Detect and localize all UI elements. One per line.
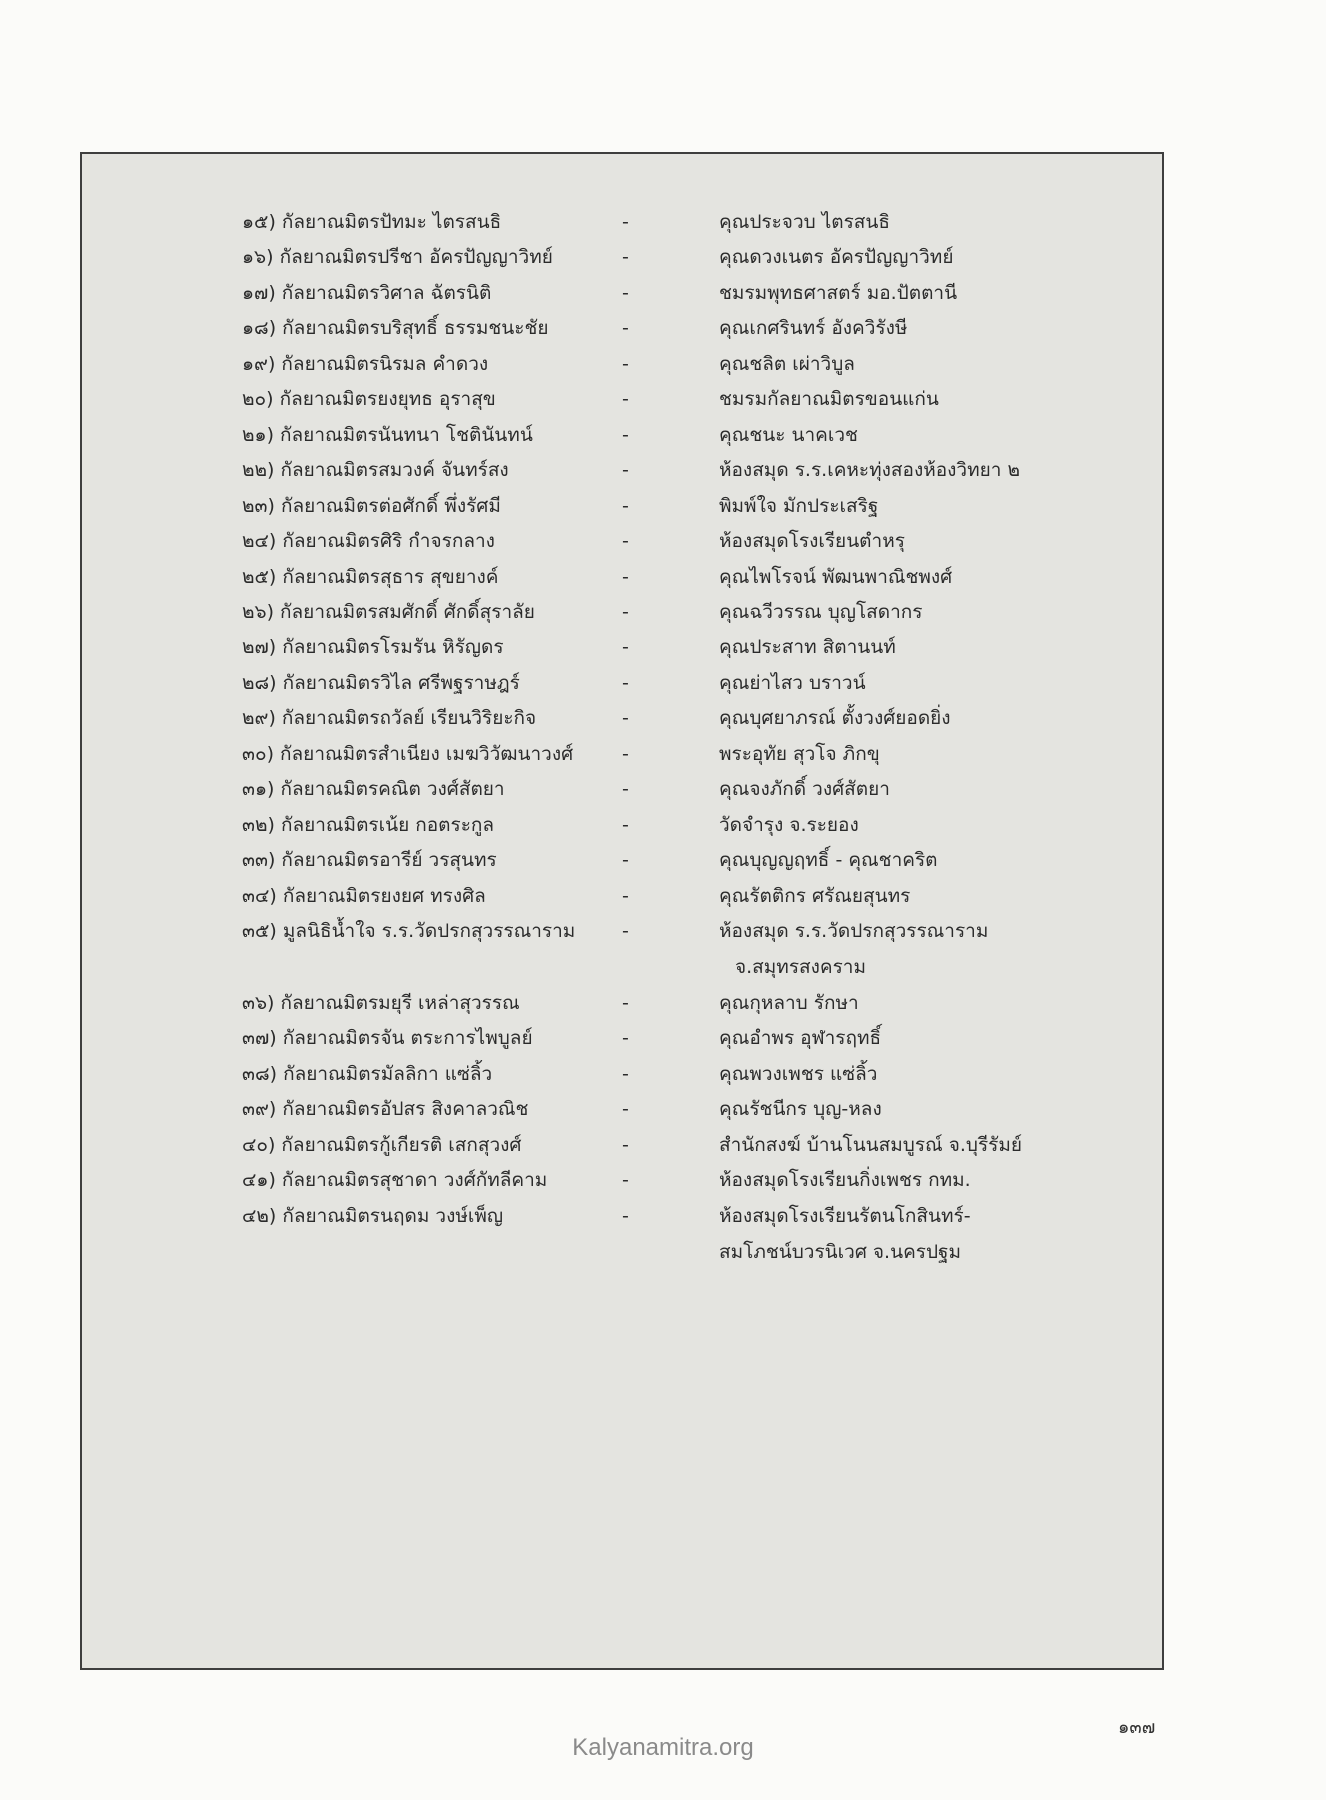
separator-dash: - xyxy=(622,920,629,942)
recipient-name: ห้องสมุดโรงเรียนรัตนโกสินทร์- xyxy=(719,1204,971,1227)
donor-name: ๒๖) กัลยาณมิตรสมศักดิ์ ศักดิ์สุราลัย xyxy=(242,600,535,623)
donor-name: ๒๗) กัลยาณมิตรโรมรัน หิรัญดร xyxy=(242,636,504,659)
list-item xyxy=(82,592,1162,632)
recipient-name: พิมพ์ใจ มักประเสริฐ xyxy=(719,494,879,517)
continuation-line: จ.สมุทรสงคราม xyxy=(735,956,867,978)
recipient-name: คุณชนะ นาคเวช xyxy=(719,423,858,446)
donor-name: ๒๔) กัลยาณมิตรศิริ กำจรกลาง xyxy=(242,530,495,553)
donor-name: ๔๐) กัลยาณมิตรกู้เกียรติ เสกสุวงศ์ xyxy=(242,1133,522,1156)
donor-name: ๑๖) กัลยาณมิตรปรีชา อัครปัญญาวิทย์ xyxy=(242,246,553,269)
separator-dash: - xyxy=(622,884,629,907)
donor-name: ๓๑) กัลยาณมิตรคณิต วงศ์สัตยา xyxy=(242,778,505,801)
recipient-name: คุณรัตติกร ศรัณยสุนทร xyxy=(719,884,911,907)
donor-name: ๓๗) กัลยาณมิตรจัน ตระการไพบูลย์ xyxy=(242,1027,533,1050)
recipient-name: คุณพวงเพชร แซ่ลิ้ว xyxy=(719,1062,878,1085)
recipient-name: ห้องสมุดโรงเรียนตำหรุ xyxy=(719,530,905,553)
separator-dash: - xyxy=(622,1027,629,1050)
list-item xyxy=(82,840,1162,880)
donor-name: ๒๒) กัลยาณมิตรสมวงค์ จันทร์สง xyxy=(242,459,509,482)
separator-dash: - xyxy=(622,246,629,269)
recipient-name: ห้องสมุด ร.ร.วัดปรกสุวรรณาราม xyxy=(719,920,989,942)
donor-name: ๑๗) กัลยาณมิตรวิศาล ฉัตรนิติ xyxy=(242,281,492,304)
recipient-name: สำนักสงฆ์ บ้านโนนสมบูรณ์ จ.บุรีรัมย์ xyxy=(719,1133,1023,1156)
separator-dash: - xyxy=(622,317,629,340)
list-item xyxy=(82,379,1162,419)
donor-name: ๒๓) กัลยาณมิตรต่อศักดิ์ พึ่งรัศมี xyxy=(242,494,501,517)
donor-name: ๓๔) กัลยาณมิตรยงยศ ทรงศิล xyxy=(242,884,486,907)
separator-dash: - xyxy=(622,600,629,623)
donor-name: ๒๙) กัลยาณมิตรถวัลย์ เรียนวิริยะกิจ xyxy=(242,707,537,730)
list-item xyxy=(82,1089,1162,1129)
list-item xyxy=(82,237,1162,277)
recipient-name: คุณประสาท สิตานนท์ xyxy=(719,636,896,659)
list-item xyxy=(82,557,1162,597)
separator-dash: - xyxy=(622,494,629,517)
donor-name: ๓๘) กัลยาณมิตรมัลลิกา แซ่ลิ้ว xyxy=(242,1062,493,1085)
recipient-name: คุณชลิต เผ่าวิบูล xyxy=(719,352,855,375)
list-item xyxy=(82,627,1162,667)
recipient-name: คุณเกศรินทร์ อังควิรังษี xyxy=(719,317,908,340)
donor-name: ๓๖) กัลยาณมิตรมยุรี เหล่าสุวรรณ xyxy=(242,992,520,1014)
donor-name: ๒๐) กัลยาณมิตรยงยุทธ อุราสุข xyxy=(242,388,496,411)
recipient-name: คุณประจวบ ไตรสนธิ xyxy=(719,211,890,233)
separator-dash: - xyxy=(622,636,629,659)
separator-dash: - xyxy=(622,1062,629,1085)
recipient-name: วัดจำรุง จ.ระยอง xyxy=(719,813,859,836)
content-panel xyxy=(80,152,1164,1670)
list-item xyxy=(82,663,1162,703)
separator-dash: - xyxy=(622,707,629,730)
donor-name: ๑๕) กัลยาณมิตรปัทมะ ไตรสนธิ xyxy=(242,211,502,233)
recipient-name: ชมรมพุทธศาสตร์ มอ.ปัตตานี xyxy=(719,281,958,304)
donor-name: ๒๑) กัลยาณมิตรนันทนา โชตินันทน์ xyxy=(242,423,533,446)
separator-dash: - xyxy=(622,565,629,588)
continuation-line: สมโภชน์บวรนิเวศ จ.นครปฐม xyxy=(719,1240,962,1263)
donor-name: ๒๘) กัลยาณมิตรวิไล ศรีพฐราษฎร์ xyxy=(242,671,520,694)
list-item xyxy=(82,486,1162,526)
donor-name: ๑๘) กัลยาณมิตรบริสุทธิ์ ธรรมชนะชัย xyxy=(242,317,549,340)
donor-name: ๓๕) มูลนิธิน้ำใจ ร.ร.วัดปรกสุวรรณาราม xyxy=(242,920,576,942)
donor-name: ๑๙) กัลยาณมิตรนิรมล คำดวง xyxy=(242,352,489,375)
list-item xyxy=(82,273,1162,313)
donor-name: ๓๐) กัลยาณมิตรสำเนียง เมฆวิวัฒนาวงศ์ xyxy=(242,742,574,765)
separator-dash: - xyxy=(622,211,629,233)
list-item xyxy=(82,911,1162,951)
list-item xyxy=(82,1196,1162,1236)
separator-dash: - xyxy=(622,388,629,411)
separator-dash: - xyxy=(622,1098,629,1121)
list-item xyxy=(82,1160,1162,1200)
recipient-name: คุณจงภักดิ์ วงศ์สัตยา xyxy=(719,778,890,801)
donor-name: ๔๒) กัลยาณมิตรนฤดม วงษ์เพ็ญ xyxy=(242,1204,504,1227)
watermark-text: Kalyanamitra.org xyxy=(572,1734,754,1761)
recipient-name: คุณกุหลาบ รักษา xyxy=(719,992,859,1014)
page-number: ๑๓๗ xyxy=(1118,1717,1156,1738)
recipient-name: ห้องสมุด ร.ร.เคหะทุ่งสองห้องวิทยา ๒ xyxy=(719,459,1020,482)
list-item xyxy=(82,344,1162,384)
list-item xyxy=(82,698,1162,738)
recipient-name: ชมรมกัลยาณมิตรขอนแก่น xyxy=(719,388,939,411)
recipient-name: คุณบุศยาภรณ์ ตั้งวงศ์ยอดยิ่ง xyxy=(719,707,951,730)
separator-dash: - xyxy=(622,992,629,1014)
list-item xyxy=(82,1125,1162,1165)
list-item xyxy=(82,983,1162,1023)
recipient-name: ห้องสมุดโรงเรียนกิ่งเพชร กทม. xyxy=(719,1169,971,1192)
separator-dash: - xyxy=(622,423,629,446)
separator-dash: - xyxy=(622,742,629,765)
list-item xyxy=(82,415,1162,455)
donor-name: ๔๑) กัลยาณมิตรสุชาดา วงศ์กัทลีคาม xyxy=(242,1169,548,1192)
separator-dash: - xyxy=(622,530,629,553)
separator-dash: - xyxy=(622,813,629,836)
list-item xyxy=(82,734,1162,774)
separator-dash: - xyxy=(622,281,629,304)
separator-dash: - xyxy=(622,1133,629,1156)
list-item xyxy=(82,876,1162,916)
list-item xyxy=(82,1054,1162,1094)
list-item xyxy=(82,1018,1162,1058)
recipient-name: พระอุทัย สุวโจ ภิกขุ xyxy=(719,742,880,765)
recipient-name: คุณไพโรจน์ พัฒนพาณิชพงศ์ xyxy=(719,565,953,588)
list-item xyxy=(82,308,1162,348)
recipient-name: คุณรัชนีกร บุญ-หลง xyxy=(719,1098,882,1121)
donor-name: ๓๙) กัลยาณมิตรอัปสร สิงคาลวณิช xyxy=(242,1098,529,1121)
separator-dash: - xyxy=(622,849,629,872)
separator-dash: - xyxy=(622,1169,629,1192)
separator-dash: - xyxy=(622,1204,629,1227)
list-item xyxy=(82,805,1162,845)
recipient-name: คุณฉวีวรรณ บุญโสดากร xyxy=(719,600,923,623)
donor-name: ๒๕) กัลยาณมิตรสุธาร สุขยางค์ xyxy=(242,565,499,588)
list-item xyxy=(82,450,1162,490)
separator-dash: - xyxy=(622,459,629,482)
separator-dash: - xyxy=(622,778,629,801)
donor-name: ๓๓) กัลยาณมิตรอารีย์ วรสุนทร xyxy=(242,849,497,872)
recipient-name: คุณอำพร อุฬารฤทธิ์ xyxy=(719,1027,882,1050)
separator-dash: - xyxy=(622,352,629,375)
list-item xyxy=(82,769,1162,809)
separator-dash: - xyxy=(622,671,629,694)
recipient-name: คุณดวงเนตร อัครปัญญาวิทย์ xyxy=(719,246,954,269)
list-item xyxy=(82,202,1162,242)
list-item xyxy=(82,521,1162,561)
donor-name: ๓๒) กัลยาณมิตรเน้ย กอตระกูล xyxy=(242,813,495,836)
recipient-name: คุณบุญญฤทธิ์ - คุณชาคริต xyxy=(719,849,938,872)
recipient-name: คุณย่าไสว บราวน์ xyxy=(719,671,866,694)
